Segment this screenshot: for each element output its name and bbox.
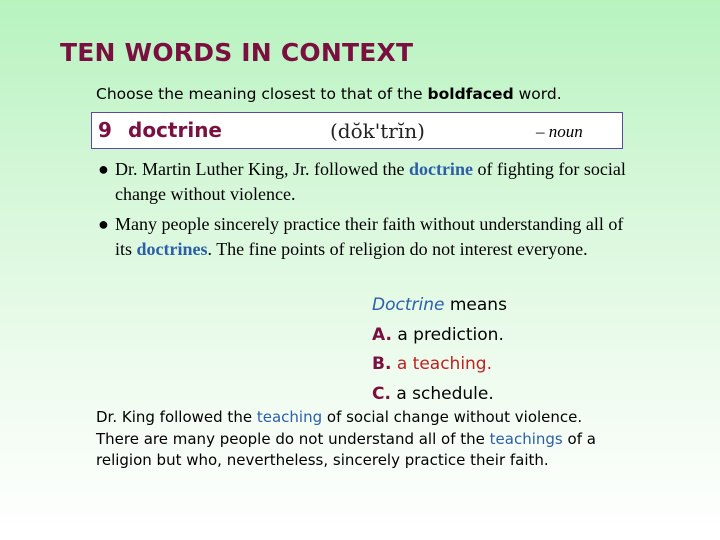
bullet-icon: ● [98,214,109,234]
page-title: TEN WORDS IN CONTEXT [60,38,414,67]
option-text: a prediction. [397,324,504,345]
option-letter: A. [372,324,392,345]
answer-keyword: teachings [489,429,563,448]
example-text [115,212,643,261]
answer-paragraph-1 [96,407,636,429]
meaning-label: means [449,295,507,315]
example-keyword: doctrines [136,238,208,259]
bullet-icon: ● [98,159,109,179]
instructions-text-after: word. [518,85,562,103]
option-text: a schedule. [396,383,494,404]
answer-paragraph-2 [96,429,636,472]
option-c[interactable] [372,380,507,410]
example-keyword: doctrine [408,159,473,179]
example-text-after: . The fine points of religion do not interest everyone. [207,238,588,259]
option-text-correct: a teaching. [396,354,493,374]
instructions [96,85,562,103]
answer-text: Dr. King followed the [96,408,253,426]
vocabulary-word-box [91,112,623,149]
part-of-speech: – noun [536,122,583,141]
word-number: 9 [98,118,112,142]
option-a[interactable] [372,321,507,351]
example-text [115,157,643,206]
meaning-word: Doctrine [372,295,445,315]
option-letter: C. [372,383,391,404]
vocabulary-word: doctrine [128,118,222,142]
example-text-after: of fighting for social change without violence. [115,159,626,204]
instructions-text-before: Choose the meaning closest to that of the [96,85,423,103]
answer-text: There are many people do not understand all of the [96,429,485,448]
pronunciation: (dŏk'trĭn) [330,119,425,143]
option-b[interactable] [372,350,507,380]
example-sentence-2 [98,212,643,261]
example-text-before: Dr. Martin Luther King, Jr. followed the [115,159,405,179]
answer-explanation [96,407,636,472]
meaning-question [372,291,507,409]
option-letter: B. [372,354,392,374]
answer-text: of social change without violence. [326,408,583,426]
meaning-prompt [372,291,507,321]
answer-text: of a religion but who, nevertheless, sincerely practice their faith. [96,429,596,469]
answer-keyword: teaching [256,408,323,426]
instructions-bold-word: boldfaced [427,85,514,103]
example-text-before: Many people sincerely practice their faith without understanding all of its [115,214,624,259]
example-sentence-1 [98,157,643,206]
